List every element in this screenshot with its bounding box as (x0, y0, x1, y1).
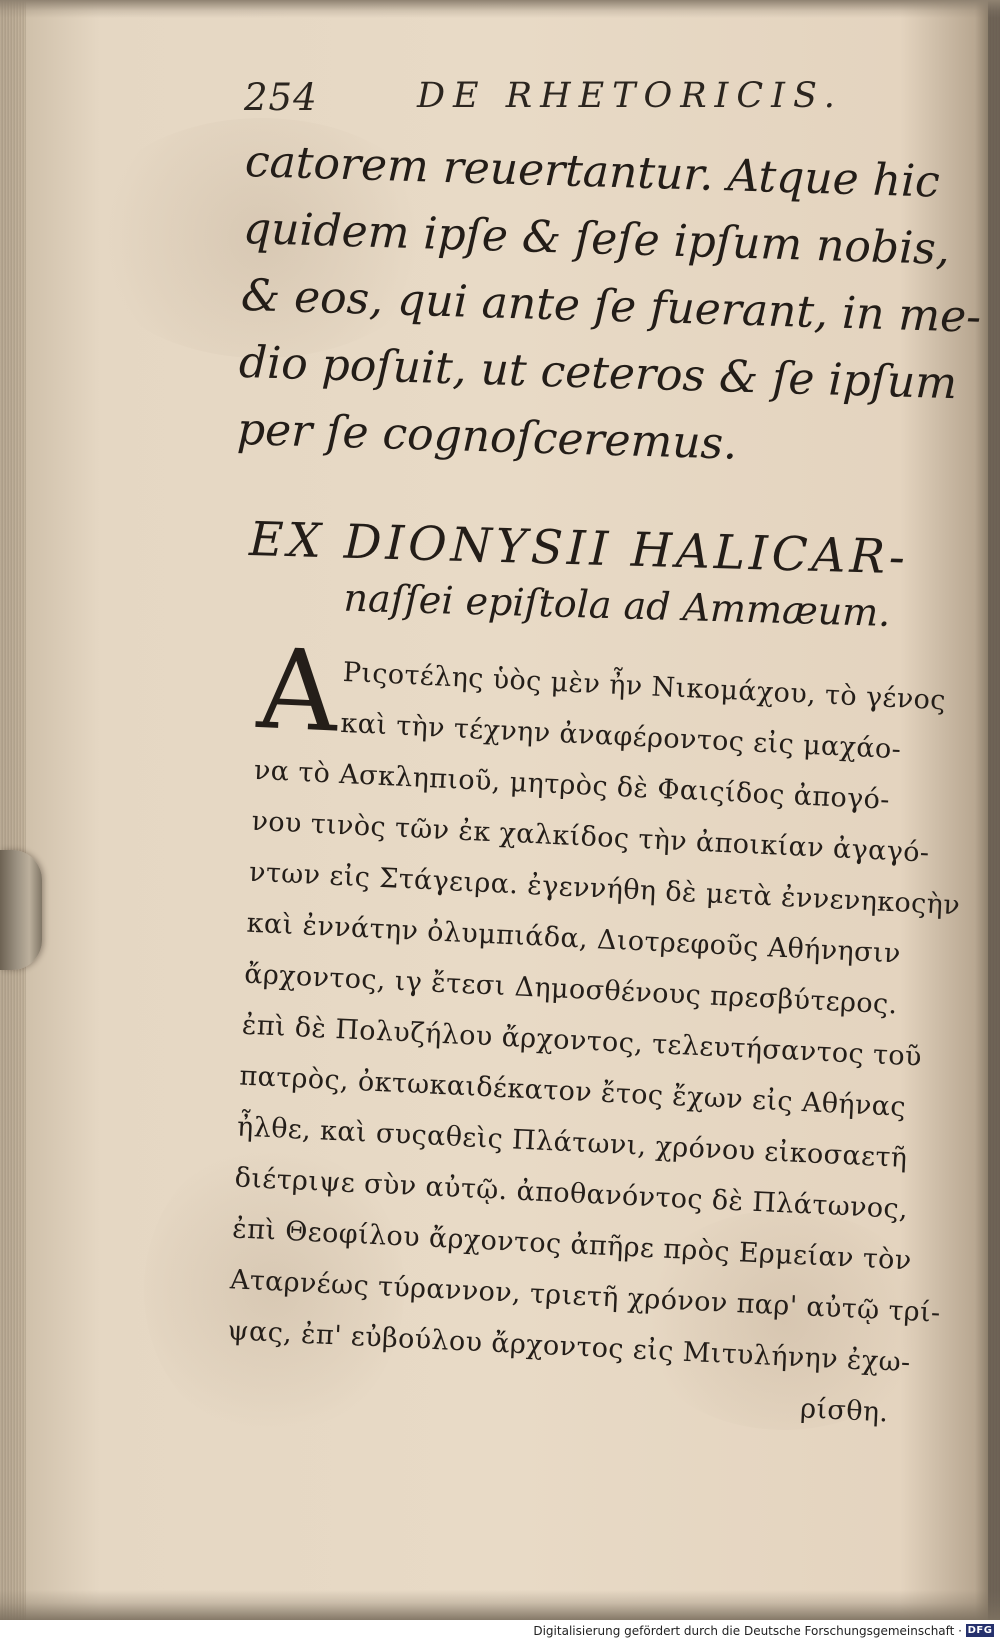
dfg-logo: DFG (967, 1625, 993, 1636)
paper-sheet (24, 0, 988, 1620)
latin-line: catorem reuertantur. Atque hic (244, 135, 941, 208)
greek-line: να τὸ Ασκληπιοῦ, μητρὸς δὲ Φαιςίδος ἀπογό- (253, 754, 891, 816)
running-title: DE RHETORICIS. (417, 76, 843, 116)
latin-line: dio poſuit, ut ceteros & ſe ipſum (238, 336, 958, 410)
greek-paragraph (224, 625, 961, 1440)
drop-cap: A (254, 625, 341, 758)
latin-paragraph (236, 128, 986, 485)
digitization-footer (0, 1620, 1000, 1640)
funding-notice: Digitalisierung gefördert durch die Deutsche Forschungsgemeinschaft · (533, 1624, 962, 1638)
greek-line: πατρὸς, ὀκτωκαιδέκατον ἔτος ἔχων εἰς Αθήνας (238, 1060, 907, 1123)
greek-line: ντων εἰς Στάγειρα. ἐγεννήθη δὲ μετὰ ἐννενηκοςὴν (248, 856, 961, 922)
section-heading-line-2: naſſei epiſtola ad Ammæum. (343, 575, 891, 635)
section-heading (247, 512, 970, 637)
greek-line: ἄρχοντος, ιγ ἔτεσι Δημοσθένους πρεσβύτερος. (243, 958, 899, 1021)
greek-line: Ριςοτέλης ὑὸς μὲν ἦν Νικομάχου, τὸ γένος (342, 656, 947, 717)
greek-line: Αταρνέως τύραννον, τριετῆ χρόνον παρ' αὐτῷ τρί- (229, 1264, 942, 1329)
greek-line: καὶ τὴν τέχνην ἀναφέροντος εἰς μαχάο- (339, 707, 902, 766)
greek-last-line: ρίσθη. (799, 1393, 890, 1429)
page-number: 254 (244, 76, 318, 119)
page-stack-right (988, 0, 1000, 1620)
greek-line: ἐπὶ δὲ Πολυζήλου ἄρχοντος, τελευτήσαντος τοῦ (241, 1009, 923, 1073)
greek-line: διέτριψε σὺν αὐτῷ. ἀποθανόντος δὲ Πλάτωνος, (234, 1162, 909, 1226)
greek-line: καὶ ἐννάτην ὀλυμπιάδα, Διοτρεφοῦς Αθήνησιν (246, 907, 902, 970)
greek-line: ψας, ἐπ' εὐβούλου ἄρχοντος εἰς Μιτυλήνην ἐχω- (226, 1315, 912, 1379)
latin-line: & eos, qui ante ſe fuerant, in me- (240, 269, 982, 343)
page-stack-left (0, 0, 26, 1620)
greek-line: νου τινὸς τῶν ἐκ χαλκίδος τὴν ἀποικίαν ἀγαγό- (250, 805, 931, 869)
section-heading-line-1: EX DIONYSII HALICAR- (248, 512, 910, 586)
running-head (244, 76, 864, 136)
latin-line: per ſe cognoſceremus. (236, 403, 738, 470)
latin-line: quidem ipſe & ſeſe ipſum nobis, (242, 202, 951, 275)
greek-line: ἐπὶ Θεοφίλου ἄρχοντος ἀπῆρε πρὸς Ερμείαν τὸν (231, 1213, 913, 1277)
greek-line: ἦλθε, καὶ συςαθεὶς Πλάτωνι, χρόνου εἰκοσαετῆ (236, 1111, 909, 1175)
